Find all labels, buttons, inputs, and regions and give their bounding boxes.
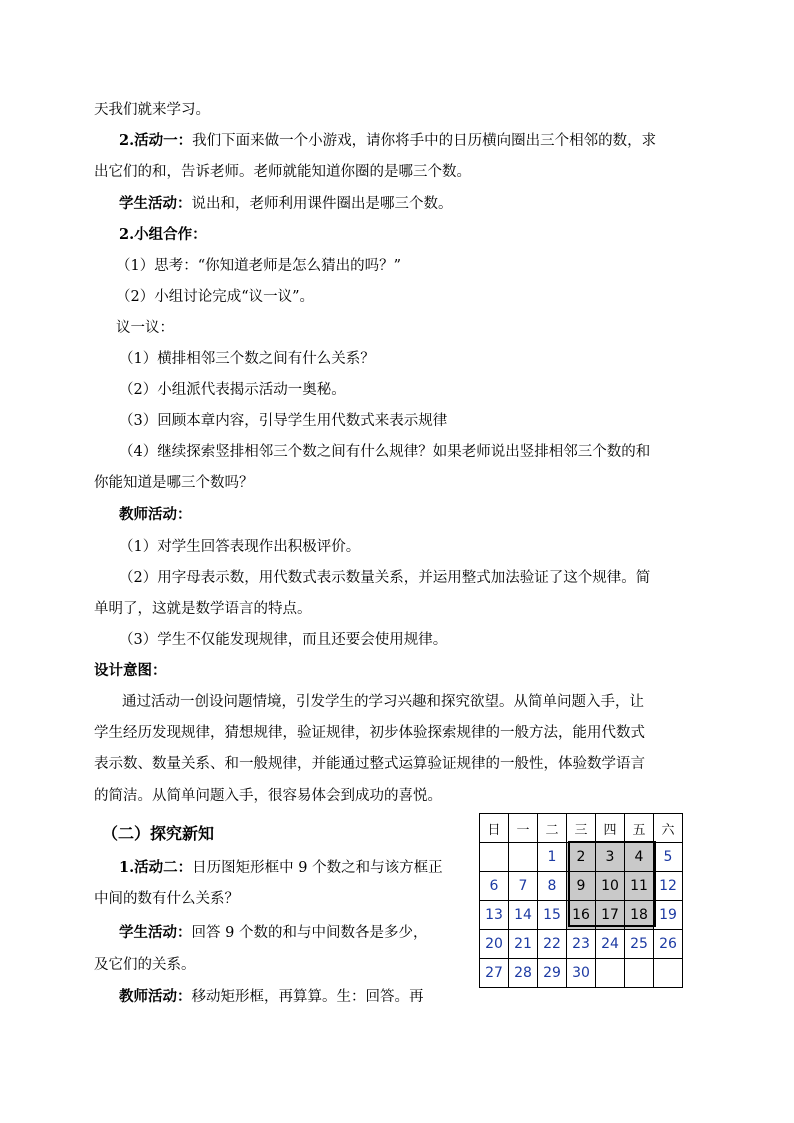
text-run: 你能知道是哪三个数吗？: [94, 475, 254, 491]
calendar-day-cell: 12: [654, 872, 683, 901]
text-line-0: [94, 100, 210, 120]
text-line-6: [116, 287, 314, 307]
weekday-header: 六: [654, 814, 683, 843]
calendar-day-cell: 24: [596, 930, 625, 959]
group-work-heading: [119, 225, 207, 245]
calendar-table: [479, 813, 683, 988]
discuss-heading: [116, 318, 174, 338]
calendar-day-cell: 15: [538, 901, 567, 930]
text-run: 议一议：: [116, 320, 174, 336]
text-line-16: [94, 599, 312, 619]
section-heading-explore: [102, 824, 214, 844]
bold-label: 2.活动一：: [119, 132, 193, 149]
weekday-header: 日: [480, 814, 509, 843]
text-run: （4）继续探索竖排相邻三个数之间有什么规律？如果老师说出竖排相邻三个数的和: [119, 444, 651, 460]
calendar-day-cell: 29: [538, 959, 567, 988]
text-run: （2）小组派代表揭示活动一奥秘。: [119, 382, 346, 398]
design-intent-heading: [94, 661, 167, 681]
text-run: 学生经历发现规律，猜想规律，验证规律，初步体验探索规律的一般方法，能用代数式: [94, 725, 645, 741]
activity-one-line: [119, 131, 656, 151]
calendar-week-row: [480, 843, 683, 872]
text-run: 移动矩形框，再算算。生：回答。再: [191, 989, 424, 1005]
calendar-day-cell: 25: [625, 930, 654, 959]
text-run: （2）小组讨论完成“议一议”。: [116, 289, 315, 305]
bold-label: 教师活动：: [119, 988, 192, 1005]
text-line-22: [94, 786, 442, 806]
calendar-day-cell: 19: [654, 901, 683, 930]
calendar-day-cell: 26: [654, 930, 683, 959]
bold-label: 教师活动：: [119, 506, 192, 523]
calendar-day-cell: 28: [509, 959, 538, 988]
text-run: 通过活动一创设问题情境，引发学生的学习兴趣和探究欲望。从简单问题入手，让: [122, 694, 644, 710]
calendar-day-cell: 18: [625, 901, 654, 930]
calendar-day-cell: 4: [625, 843, 654, 872]
text-line-8: [119, 349, 375, 369]
text-line-9: [119, 380, 346, 400]
text-line-12: [94, 473, 254, 493]
calendar-day-cell: 1: [538, 843, 567, 872]
text-run: 单明了，这就是数学语言的特点。: [94, 601, 312, 617]
weekday-header: 五: [625, 814, 654, 843]
bold-label: 2.小组合作：: [119, 226, 207, 243]
bold-label: 学生活动：: [119, 924, 192, 941]
text-run: （3）回顾本章内容，引导学生用代数式来表示规律: [119, 413, 448, 429]
bold-label: 1.活动二：: [119, 859, 193, 876]
text-line-14: [119, 537, 360, 557]
text-run: 的简洁。从简单问题入手，很容易体会到成功的喜悦。: [94, 788, 442, 804]
text-line-5: [116, 256, 401, 276]
student-activity-line: [119, 194, 453, 214]
weekday-header: 三: [567, 814, 596, 843]
weekday-header: 二: [538, 814, 567, 843]
weekday-header: 一: [509, 814, 538, 843]
text-run: （2）用字母表示数，用代数式表示数量关系，并运用整式加法验证了这个规律。简: [119, 570, 651, 586]
teacher-activity-line-2: [119, 987, 424, 1007]
calendar-empty-cell: [480, 843, 509, 872]
calendar-day-cell: 21: [509, 930, 538, 959]
text-line-20: [94, 723, 645, 743]
calendar-day-cell: 10: [596, 872, 625, 901]
student-activity-line-2: [119, 923, 427, 943]
text-run: 说出和，老师利用课件圈出是哪三个数。: [191, 196, 453, 212]
calendar-day-cell: 2: [567, 843, 596, 872]
calendar-day-cell: 7: [509, 872, 538, 901]
calendar-day-cell: 8: [538, 872, 567, 901]
calendar-day-cell: 9: [567, 872, 596, 901]
calendar-day-cell: 22: [538, 930, 567, 959]
text-line-11: [119, 442, 650, 462]
text-run: 日历图矩形框中 9 个数之和与该方框正: [192, 860, 443, 876]
calendar-week-row: [480, 959, 683, 988]
calendar-empty-cell: [596, 959, 625, 988]
calendar-day-cell: 11: [625, 872, 654, 901]
calendar-day-cell: 13: [480, 901, 509, 930]
text-run: （1）思考：“你知道老师是怎么猜出的吗？”: [116, 258, 402, 274]
teacher-activity-heading: [119, 505, 192, 525]
calendar-empty-cell: [625, 959, 654, 988]
calendar-day-cell: 16: [567, 901, 596, 930]
text-run: 出它们的和，告诉老师。老师就能知道你圈的是哪三个数。: [94, 164, 471, 180]
calendar-day-cell: 17: [596, 901, 625, 930]
calendar-day-cell: 3: [596, 843, 625, 872]
calendar-day-cell: 6: [480, 872, 509, 901]
calendar-week-row: [480, 872, 683, 901]
text-line-27: [94, 955, 196, 975]
calendar-empty-cell: [509, 843, 538, 872]
bold-label: （二）探究新知: [102, 824, 215, 843]
text-line-15: [119, 568, 650, 588]
text-run: 回答 9 个数的和与中间数各是多少，: [191, 925, 428, 941]
text-run: 及它们的关系。: [94, 957, 196, 973]
calendar-header-row: [480, 814, 683, 843]
bold-label: 设计意图：: [94, 662, 167, 679]
text-line-19: [122, 692, 644, 712]
text-run: （1）对学生回答表现作出积极评价。: [119, 539, 361, 555]
text-line-25: [94, 889, 239, 909]
activity-two-line: [119, 858, 443, 878]
text-line-10: [119, 411, 447, 431]
calendar-day-cell: 27: [480, 959, 509, 988]
calendar-day-cell: 20: [480, 930, 509, 959]
text-run: （3）学生不仅能发现规律，而且还要会使用规律。: [119, 632, 448, 648]
text-run: 中间的数有什么关系？: [94, 891, 239, 907]
text-line-2: [94, 162, 471, 182]
calendar-day-cell: 30: [567, 959, 596, 988]
calendar-empty-cell: [654, 959, 683, 988]
text-run: （1）横排相邻三个数之间有什么关系？: [119, 351, 375, 367]
calendar-day-cell: 23: [567, 930, 596, 959]
calendar-day-cell: 5: [654, 843, 683, 872]
calendar-day-cell: 14: [509, 901, 538, 930]
text-run: 天我们就来学习。: [94, 102, 210, 118]
weekday-header: 四: [596, 814, 625, 843]
calendar-week-row: [480, 901, 683, 930]
text-line-21: [94, 754, 645, 774]
bold-label: 学生活动：: [119, 195, 192, 212]
calendar-week-row: [480, 930, 683, 959]
text-line-17: [119, 630, 447, 650]
text-run: 表示数、数量关系、和一般规律，并能通过整式运算验证规律的一般性，体验数学语言: [94, 756, 645, 772]
text-run: 我们下面来做一个小游戏，请你将手中的日历横向圈出三个相邻的数，求: [192, 133, 657, 149]
